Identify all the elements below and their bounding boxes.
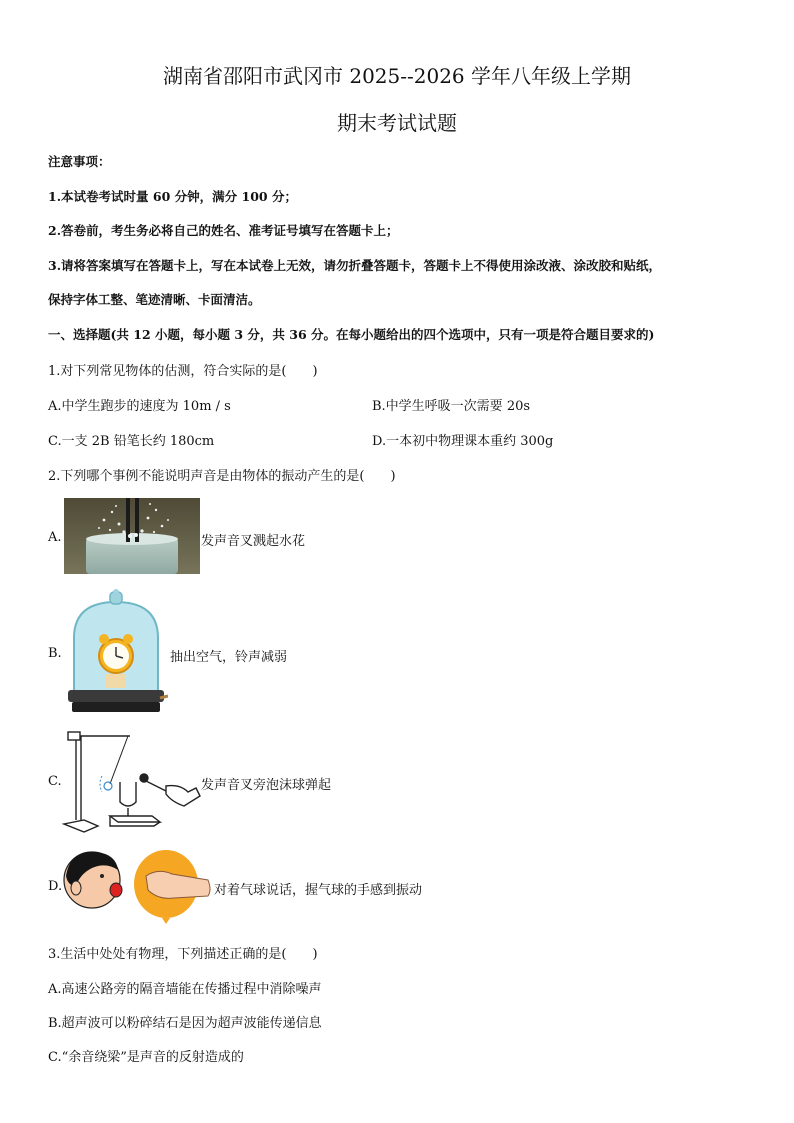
boy-balloon-image bbox=[62, 846, 212, 924]
q1-option-a: A.中学生跑步的速度为 10m / s bbox=[48, 399, 231, 414]
q3-option-c: C.“余音绕梁”是声音的反射造成的 bbox=[48, 1050, 244, 1065]
note-item-3: 3.请将答案填写在答题卡上，写在本试卷上无效，请勿折叠答题卡，答题卡上不得使用涂改液、涂改胶和贴纸， bbox=[48, 258, 662, 273]
q2-option-d-letter: D. bbox=[48, 879, 63, 894]
notes-heading: 注意事项： bbox=[48, 154, 111, 169]
note-item-2: 2.答卷前，考生务必将自己的姓名、准考证号填写在答题卡上； bbox=[48, 223, 399, 238]
q3-stem: 3.生活中处处有物理，下列描述正确的是( ) bbox=[48, 947, 318, 962]
section-heading: 一、选择题(共 12 小题，每小题 3 分，共 36 分。在每小题给出的四个选项中，只有一项是符合题目要求的) bbox=[48, 327, 655, 342]
tuning-fork-foam-ball-diagram bbox=[62, 726, 202, 836]
q2-option-b-caption: 抽出空气，铃声减弱 bbox=[170, 650, 288, 665]
q2-option-a-caption: 发声音叉溅起水花 bbox=[201, 534, 306, 549]
q1-option-b: B.中学生呼吸一次需要 20s bbox=[372, 399, 531, 414]
page-title-line2: 期末考试试题 bbox=[337, 111, 457, 135]
q2-option-a-letter: A. bbox=[48, 530, 62, 545]
note-item-3-cont: 保持字体工整、笔迹清晰、卡面清洁。 bbox=[48, 292, 261, 307]
q1-option-c: C.一支 2B 铅笔长约 180cm bbox=[48, 434, 215, 449]
q2-option-c-caption: 发声音叉旁泡沫球弹起 bbox=[201, 778, 332, 793]
q2-stem: 2.下列哪个事例不能说明声音是由物体的振动产生的是( ) bbox=[48, 469, 396, 484]
q3-option-a: A.高速公路旁的隔音墙能在传播过程中消除噪声 bbox=[48, 982, 322, 997]
q1-stem: 1.对下列常见物体的估测，符合实际的是( ) bbox=[48, 364, 318, 379]
q2-option-b-letter: B. bbox=[48, 646, 62, 661]
q2-option-c-letter: C. bbox=[48, 774, 62, 789]
note-item-1: 1.本试卷考试时量 60 分钟，满分 100 分； bbox=[48, 189, 297, 204]
tuning-fork-water-photo bbox=[64, 498, 200, 574]
q2-option-d-caption: 对着气球说话，握气球的手感到振动 bbox=[214, 883, 423, 898]
bell-jar-alarm-clock-image bbox=[64, 588, 168, 720]
q1-option-d: D.一本初中物理课本重约 300g bbox=[372, 434, 554, 449]
page-title-line1: 湖南省邵阳市武冈市 2025--2026 学年八年级上学期 bbox=[162, 64, 632, 88]
q3-option-b: B.超声波可以粉碎结石是因为超声波能传递信息 bbox=[48, 1016, 322, 1031]
